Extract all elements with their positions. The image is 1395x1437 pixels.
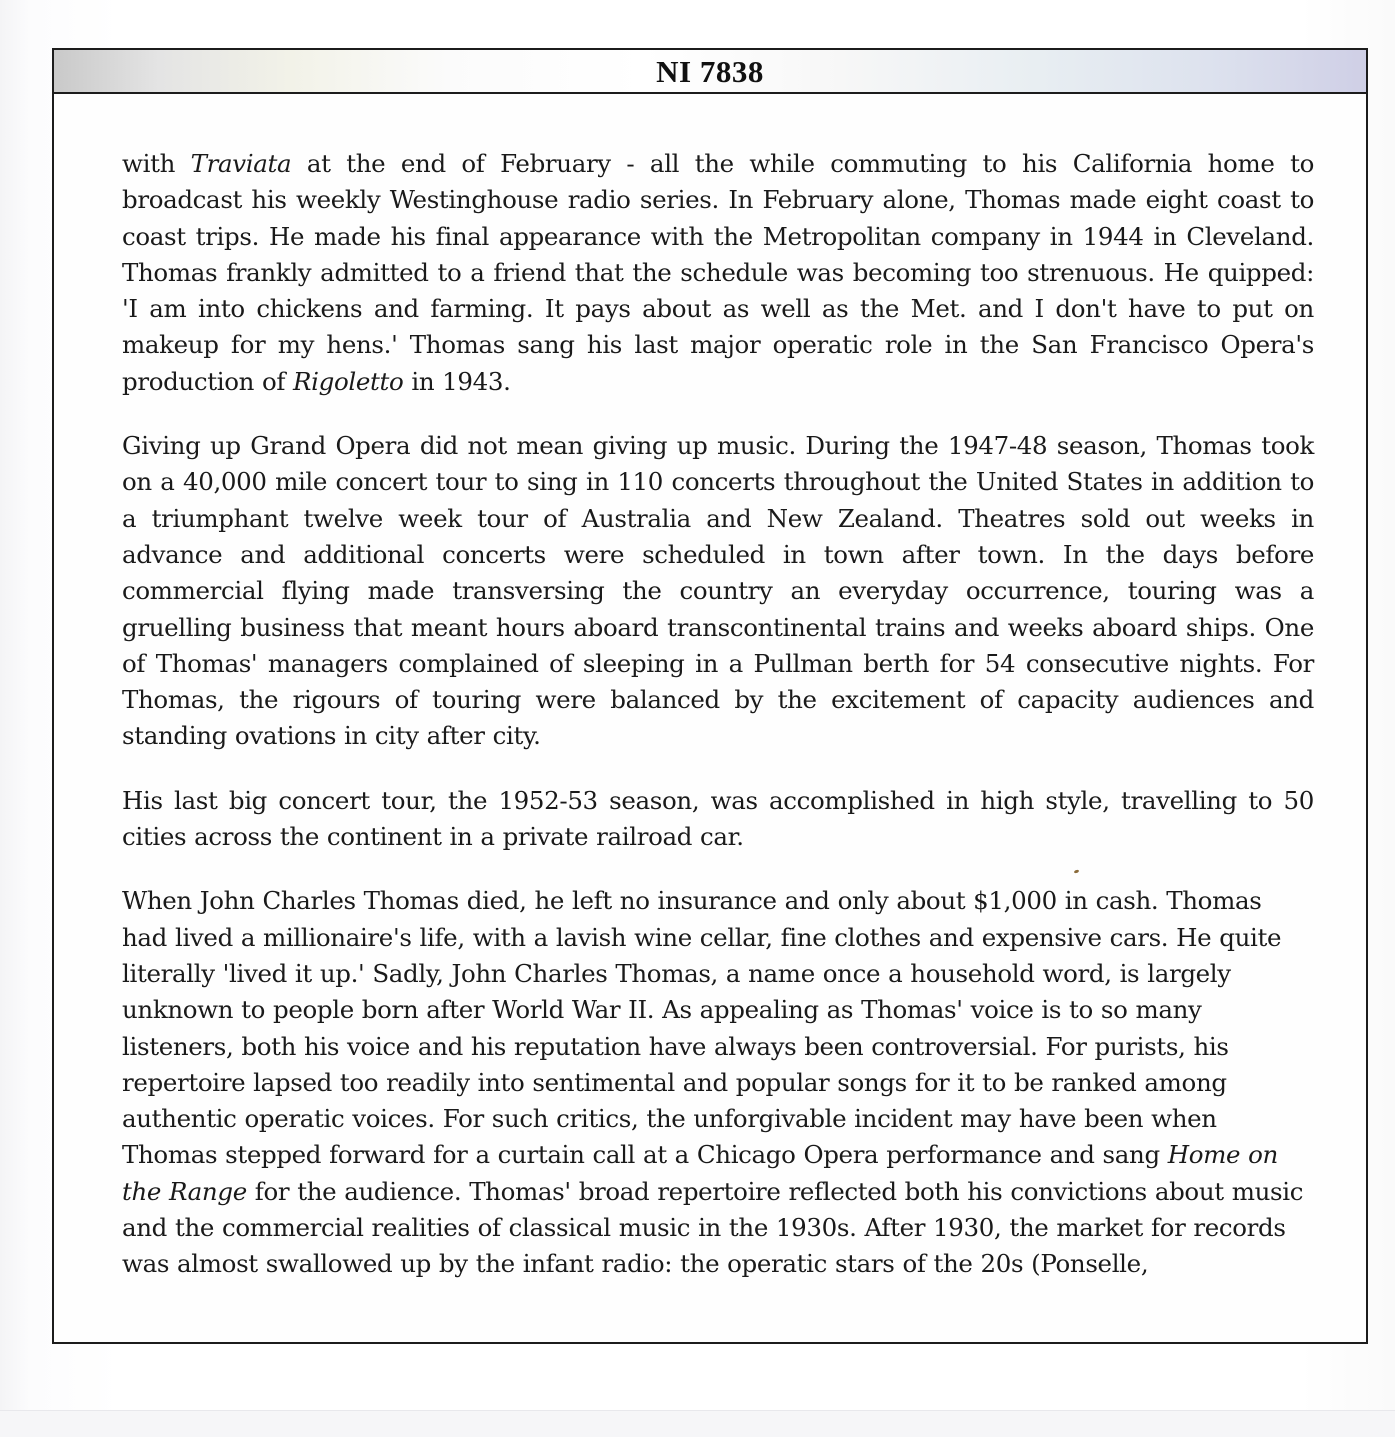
page-bottom-edge xyxy=(0,1410,1395,1437)
paragraph-text: for the audience. Thomas' broad repertoire reflected both his convictions about music and the commercial realities of classical music in the 1930s. After 1930, the market for records was almost swallowed up by the infant radio: the operatic stars of the 20s (Ponselle, xyxy=(122,1176,1304,1279)
opera-title-rigoletto: Rigoletto xyxy=(293,366,404,396)
booklet-page-frame xyxy=(52,48,1368,1344)
paragraph-1 xyxy=(122,146,1314,400)
paragraph-text: When John Charles Thomas died, he left no insurance and only about $1,000 in cash. Thomas had lived a millionaire's life, with a lavish wine cellar, fine clothes and expensive cars. He quite literally 'lived it up.' Sadly, John Charles Thomas, a name once a household word, is largely unknown to people born after World War II. As appealing as Thomas' voice is to so many listeners, both his voice and his reputation have always been controversial. For purists, his repertoire lapsed too readily into sentimental and popular songs for it to be ranked among authentic operatic voices. For such critics, the unforgivable incident may have been when Thomas stepped forward for a curtain call at a Chicago Opera performance and sang xyxy=(122,886,1282,1170)
paragraph-2: Giving up Grand Opera did not mean giving up music. During the 1947-48 season, Thomas took on a 40,000 mile concert tour to sing in 110 concerts throughout the United States in addition to a triumphant twelve week tour of Australia and New Zealand. Theatres sold out weeks in advance and additional concerts were scheduled in town after town. In the days before commercial flying made transversing the country an everyday occurrence, touring was a gruelling business that meant hours aboard transcontinental trains and weeks aboard ships. One of Thomas' managers complained of sleeping in a Pullman berth for 54 consecutive nights. For Thomas, the rigours of touring were balanced by the excitement of capacity audiences and standing ovations in city after city. xyxy=(122,431,1314,751)
paragraph-3: His last big concert tour, the 1952-53 season, was accomplished in high style, travelling to 50 cities across the continent in a private railroad car. xyxy=(122,785,1314,852)
body-text xyxy=(122,146,1314,1311)
paragraph-text: at the end of February - all the while commuting to his California home to broadcast his weekly Westinghouse radio series. In February alone, Thomas made eight coast to coast trips. He made his final appearance with the Metropolitan company in 1944 in Cleveland. Thomas frankly admitted to a friend that the schedule was becoming too strenuous. He quipped: 'I am into chickens and farming. It pays about as well as the Met. and I don't have to put on makeup for my hens.' Thomas sang his last major operatic role in the San Francisco Opera's production of xyxy=(122,149,1314,396)
paragraph-4 xyxy=(122,883,1314,1282)
song-title-home-on-the-range: Home on the Range xyxy=(122,1140,1278,1206)
opera-title-traviata: Traviata xyxy=(190,149,292,178)
paragraph-text: in 1943. xyxy=(403,366,511,396)
header-bar xyxy=(54,50,1366,94)
paragraph-text: with xyxy=(122,149,191,178)
catalog-number: NI 7838 xyxy=(656,54,764,89)
